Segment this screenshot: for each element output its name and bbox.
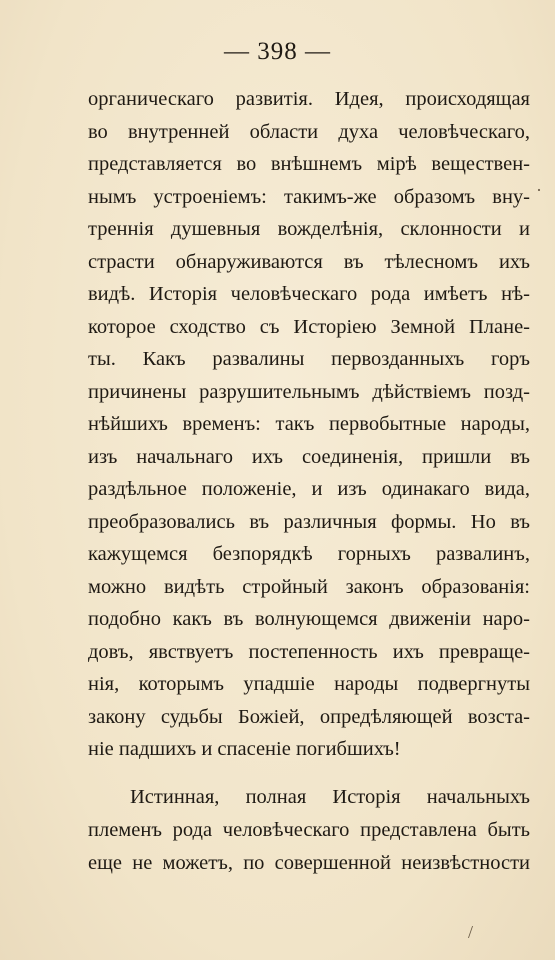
text-line: преобразовались въ различныя формы. Но въ [88,510,530,533]
text-line: еще не можетъ, по совершенной неизвѣстности [88,852,530,874]
text-line: довъ, явствуетъ постепенность ихъ превраще- [88,640,530,663]
text-line: ты. Какъ развалины первозданныхъ горъ [88,348,530,370]
text-line: страсти обнаруживаются въ тѣлесномъ ихъ [88,250,530,273]
page-number: — 398 — [224,38,331,65]
text-line: которое сходство съ Исторіею Земной Плане- [88,315,530,338]
text-line: нія, которымъ упадшіе народы подвергнуты [88,673,530,695]
text-line: кажущемся безпорядкѣ горныхъ развалинъ, [88,543,530,565]
text-line: закону судьбы Божіей, опредѣляющей возста- [88,705,530,728]
text-line: ніе падшихъ и спасеніе погибшихъ! [88,738,401,760]
text-line: изъ начальнаго ихъ соединенія, пришли въ [88,445,530,468]
text-line: можно видѣть стройный законъ образованія: [88,575,530,598]
text-line: органическаго развитія. Идея, происходящая [88,88,530,110]
margin-mark: · [536,180,542,200]
margin-mark: / [468,922,474,942]
text-line: нѣйшихъ временъ: такъ первобытные народы, [88,413,530,435]
text-line: представляется во внѣшнемъ мірѣ веществен- [88,153,530,175]
text-line: треннія душевныя вожделѣнія, склонности и [88,218,530,240]
text-line: раздѣльное положеніе, и изъ одинакаго вида, [88,478,530,500]
text-line: Истинная, полная Исторія начальныхъ [130,786,530,808]
text-line: подобно какъ въ волнующемся движеніи наро- [88,608,530,630]
text-line: видѣ. Исторія человѣческаго рода имѣетъ нѣ- [88,283,530,305]
text-line: во внутренней области духа человѣческаго, [88,120,530,143]
text-line: нымъ устроеніемъ: такимъ-же образомъ вну- [88,185,530,208]
text-line: племенъ рода человѣческаго представлена быть [88,819,530,841]
text-line: причинены разрушительнымъ дѣйствіемъ позд- [88,380,530,403]
